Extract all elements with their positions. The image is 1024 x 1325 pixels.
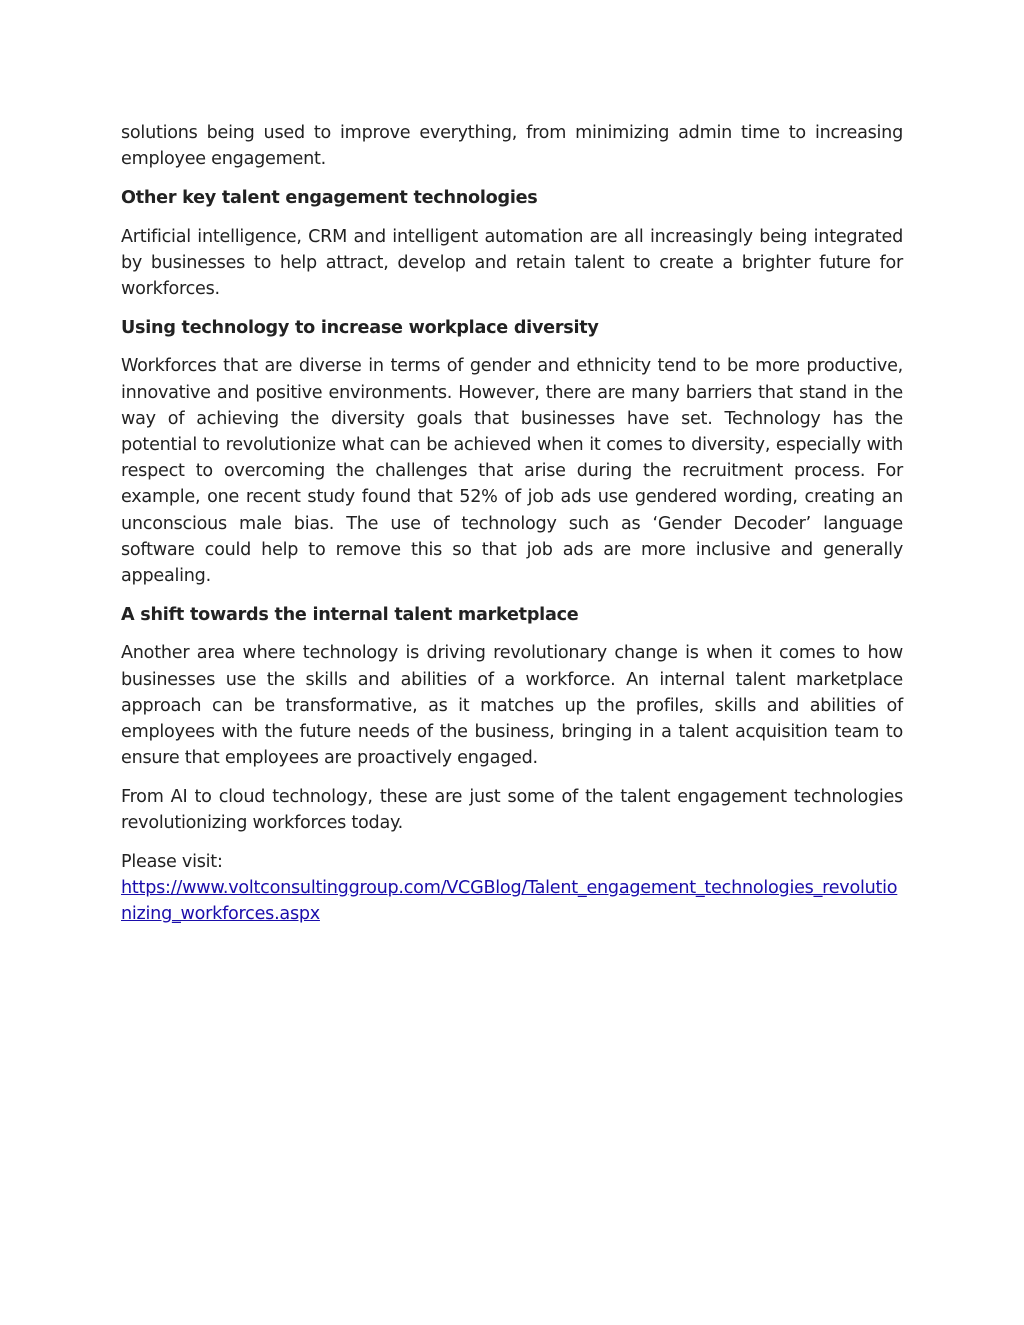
intro-paragraph: solutions being used to improve everything, from minimizing admin time to increasing employee engagement. — [121, 123, 903, 170]
visit-link[interactable]: https://www.voltconsultinggroup.com/VCGBlog/Talent_engagement_technologies_revolutionizing_workforces.aspx — [121, 878, 898, 925]
section-heading-internal-marketplace: A shift towards the internal talent marketplace — [121, 604, 579, 625]
section-paragraph-conclusion: From AI to cloud technology, these are just some of the talent engagement technologies revolutionizing workforces today. — [121, 786, 903, 834]
section-heading-other-technologies: Other key talent engagement technologies — [121, 187, 538, 208]
visit-block — [121, 849, 903, 928]
section-paragraph-internal-marketplace: Another area where technology is driving revolutionary change is when it comes to how businesses use the skills and abilities of a workforce. An internal talent marketplace approach can be transformative, as it matches up the profiles, skills and abilities of employees with the future needs of the business, bringing in a talent acquisition team to ensure that employees are proactively engaged. — [121, 643, 903, 769]
section-heading-workplace-diversity: Using technology to increase workplace diversity — [121, 317, 599, 338]
section-paragraph-workplace-diversity: Workforces that are diverse in terms of gender and ethnicity tend to be more productive, innovative and positive environments. However, there are many barriers that stand in the way of achieving the diversity goals that businesses have set. Technology has the potential to revolutionize what can be achieved when it comes to diversity, especially with respect to overcoming the challenges that arise during the recruitment process. For example, one recent study found that 52% of job ads use gendered wording, creating an unconscious male bias. The use of technology such as ‘Gender Decoder’ language software could help to remove this so that job ads are more inclusive and generally appealing. — [121, 356, 903, 587]
section-paragraph-other-technologies: Artificial intelligence, CRM and intelligent automation are all increasingly being integrated by businesses to help attract, develop and retain talent to create a brighter future for workforces. — [121, 226, 903, 300]
visit-label: Please visit: — [121, 851, 223, 872]
document-page — [121, 120, 903, 927]
